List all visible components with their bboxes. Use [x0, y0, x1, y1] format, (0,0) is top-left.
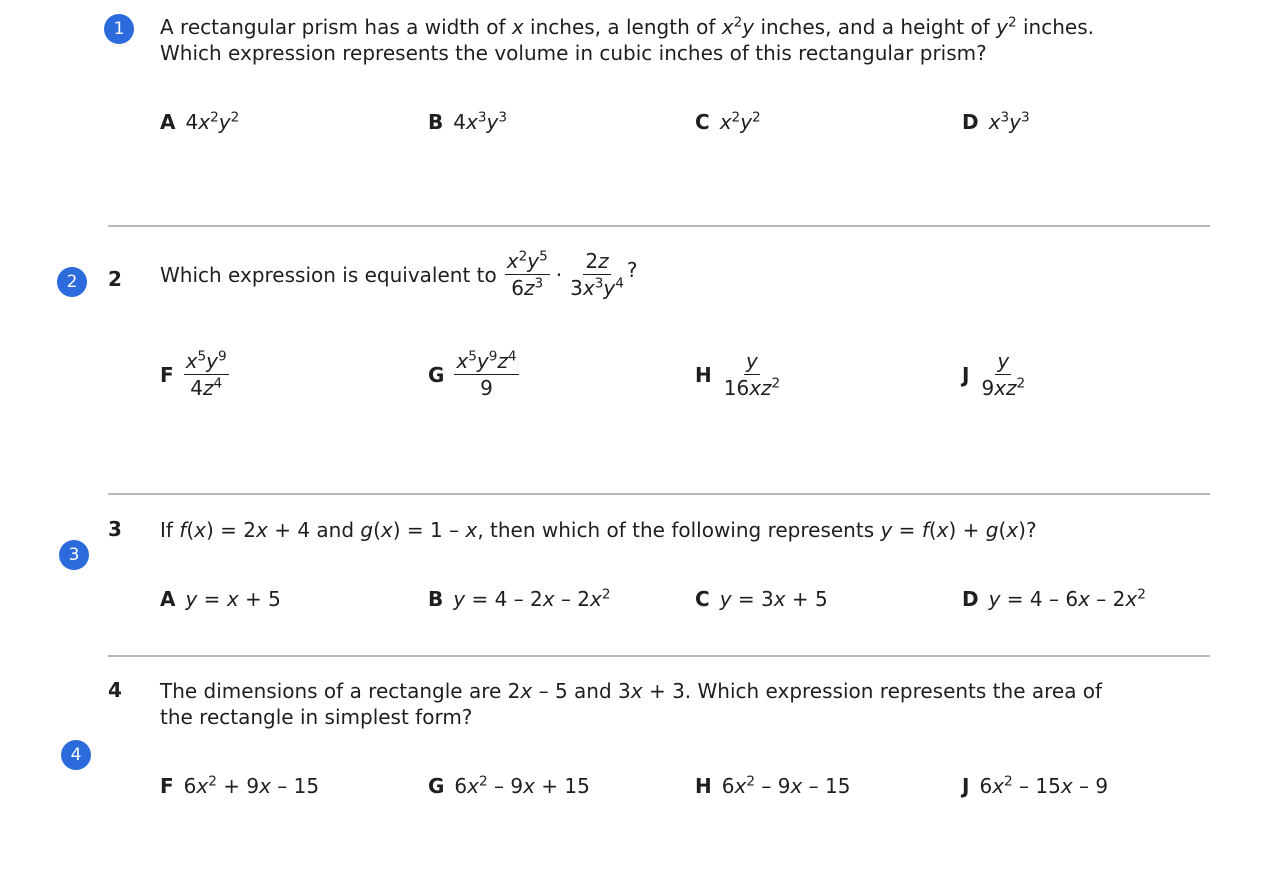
- q1-choice-a[interactable]: A $4x^2y^2$: [160, 109, 240, 134]
- q2-choice-j[interactable]: J $\frac{y}{9xz^2}$: [962, 349, 1026, 400]
- question-1-text: A rectangular prism has a width of x inches, a length of $x^2y$ inches, and a height of $y^2$ inches.: [160, 14, 1094, 39]
- question-3-badge[interactable]: 3: [59, 540, 89, 570]
- q3-choice-c[interactable]: C y = 3x + 5: [695, 587, 828, 611]
- q2-choice-f[interactable]: F $\frac{x^5y^9}{4z^4}$: [160, 348, 227, 400]
- q4-choice-f[interactable]: F $6x^2 + 9x - 15$: [160, 773, 320, 798]
- question-4-badge[interactable]: 4: [61, 740, 91, 770]
- question-2-number: 2: [108, 267, 122, 291]
- q2-fraction-2: $\frac{2z}{3x^3y^4}$: [570, 249, 624, 300]
- q2-fraction-1: $\frac{x^2y^5}{6z^3}$: [506, 248, 548, 300]
- divider-1: [108, 225, 1210, 227]
- question-2-badge[interactable]: 2: [57, 267, 87, 297]
- question-1-text-line2: Which expression represents the volume in cubic inches of this rectangular prism?: [160, 41, 987, 65]
- q4-choice-g[interactable]: G $6x^2 - 9x + 15$: [428, 773, 590, 798]
- divider-2: [108, 493, 1210, 495]
- q4-choice-h[interactable]: H $6x^2 - 9x - 15$: [695, 773, 851, 798]
- q3-choice-d[interactable]: D $y = 4 - 6x - 2x^2$: [962, 586, 1146, 611]
- q1-choice-b[interactable]: B $4x^3y^3$: [428, 109, 507, 134]
- q1-choice-c[interactable]: C $x^2y^2$: [695, 109, 761, 134]
- q1-choice-d[interactable]: D $x^3y^3$: [962, 109, 1030, 134]
- q4-choice-j[interactable]: J $6x^2 - 15x - 9$: [962, 773, 1109, 798]
- question-4-number: 4: [108, 678, 122, 702]
- question-1-badge[interactable]: 1: [104, 14, 134, 44]
- q2-choice-h[interactable]: H $\frac{y}{16xz^2}$: [695, 349, 781, 400]
- question-4-text-line2: the rectangle in simplest form?: [160, 705, 473, 729]
- question-3-number: 3: [108, 517, 122, 541]
- divider-3: [108, 655, 1210, 657]
- q3-choice-b[interactable]: B $y = 4 - 2x - 2x^2$: [428, 586, 611, 611]
- question-4-text: The dimensions of a rectangle are 2x – 5 and 3x + 3. Which expression represents the area of: [160, 679, 1103, 703]
- q3-choice-a[interactable]: A y = x + 5: [160, 587, 281, 611]
- q2-choice-g[interactable]: G $\frac{x^5y^9z^4}{9}$: [428, 348, 517, 400]
- question-2-text: Which expression is equivalent to $\frac{x^2y^5}{6z^3}$ · $\frac{2z}{3x^3y^4}$ ?: [160, 248, 638, 300]
- question-3-text: If f(x) = 2x + 4 and g(x) = 1 – x, then which of the following represents y = f(x) + g(x)?: [160, 518, 1037, 542]
